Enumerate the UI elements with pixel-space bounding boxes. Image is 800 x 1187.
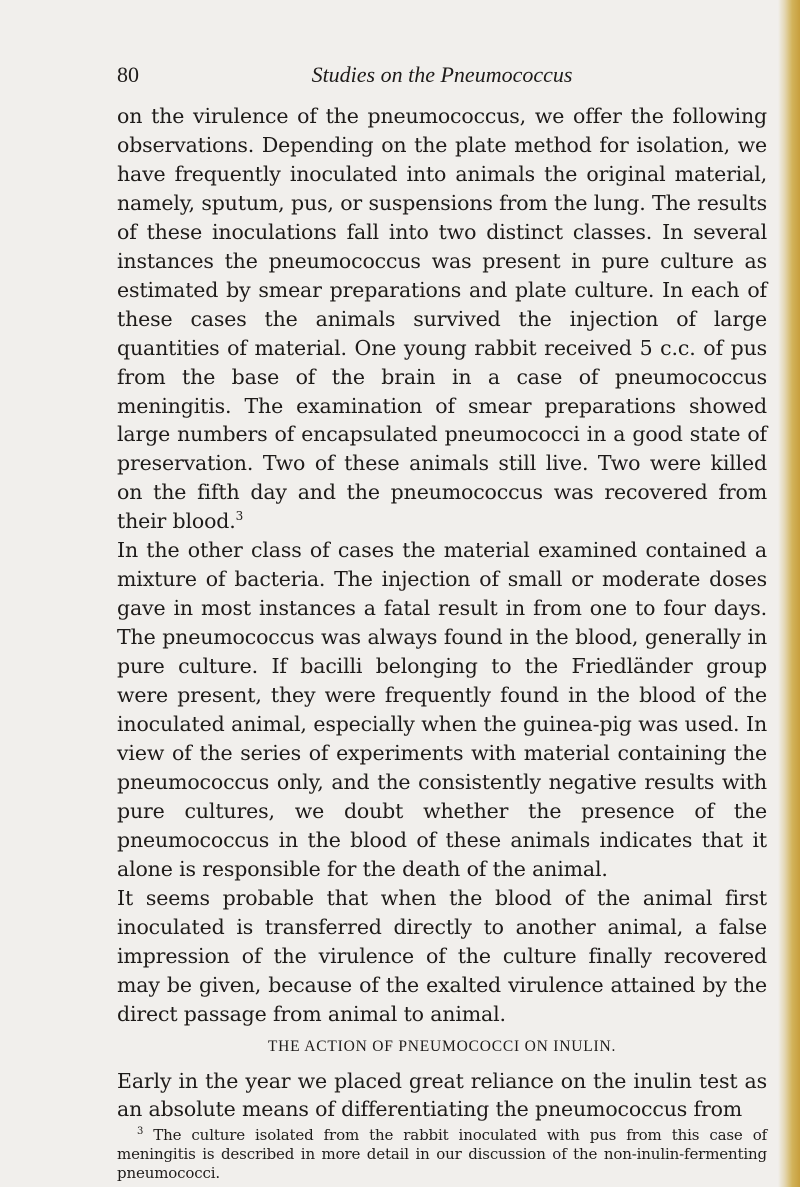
footnote-text: The culture isolated from the rabbit inoculated with pus from this case of meningitis is described in more detail in our discussion of the non-inulin-fermenting pneumococci. xyxy=(117,1126,767,1183)
section-heading: THE ACTION OF PNEUMOCOCCI ON INULIN. xyxy=(267,1037,617,1055)
page-header xyxy=(117,62,767,92)
running-title: Studies on the Pneumococcus xyxy=(311,62,573,87)
paragraph-text: on the virulence of the pneumococcus, we offer the following observations. Depending on the plate method for isolation, we have frequently inoculated into animals the original material, namely, sputum, pus, or suspensions from the lung. The results of these inoculations fall into two distinct classes. In several instances the pneumococcus was present in pure culture as estimated by smear preparations and plate culture. In each of these cases the animals survived the injection of large quantities of material. One young rabbit received 5 c.c. of pus from the base of the brain in a case of pneumococcus meningitis. The examination of smear preparations showed large numbers of encapsulated pneumococci in a good state of preservation. Two of these animals still live. Two were killed on the fifth day and the pneumococcus was recovered from their blood. xyxy=(117,104,767,534)
paragraph-virulence xyxy=(117,102,767,536)
book-page xyxy=(117,62,767,1183)
page-edge-shadow xyxy=(778,0,800,1187)
footnote-mark: 3 xyxy=(137,1126,144,1138)
footnote-reference: 3 xyxy=(235,509,244,524)
paragraph-mixed-cultures: In the other class of cases the material examined contained a mixture of bacteria. The injection of small or moderate doses gave in most instances a fatal result in from one to four days. The pneumococcus was always found in the blood, generally in pure culture. If bacilli belonging to the Friedländer group were present, they were frequently found in the blood of the inoculated animal, especially when the guinea-pig was used. In view of the series of experiments with material containing the pneumococcus only, and the consistently negative results with pure cultures, we doubt whether the presence of the pneumococcus in the blood of these animals indicates that it alone is responsible for the death of the animal. xyxy=(117,538,767,881)
body-text xyxy=(117,102,767,1183)
footnote xyxy=(117,1126,767,1183)
page-number: 80 xyxy=(117,62,139,87)
paragraph-transfer: It seems probable that when the blood of the animal first inoculated is transferred directly to another animal, a false impression of the virulence of the culture finally recovered may be given, because of the exalted virulence attained by the direct passage from animal to animal. xyxy=(117,885,767,1026)
paragraph-inulin: Early in the year we placed great reliance on the inulin test as an absolute means of differentiating the pneumococcus from xyxy=(117,1068,767,1122)
